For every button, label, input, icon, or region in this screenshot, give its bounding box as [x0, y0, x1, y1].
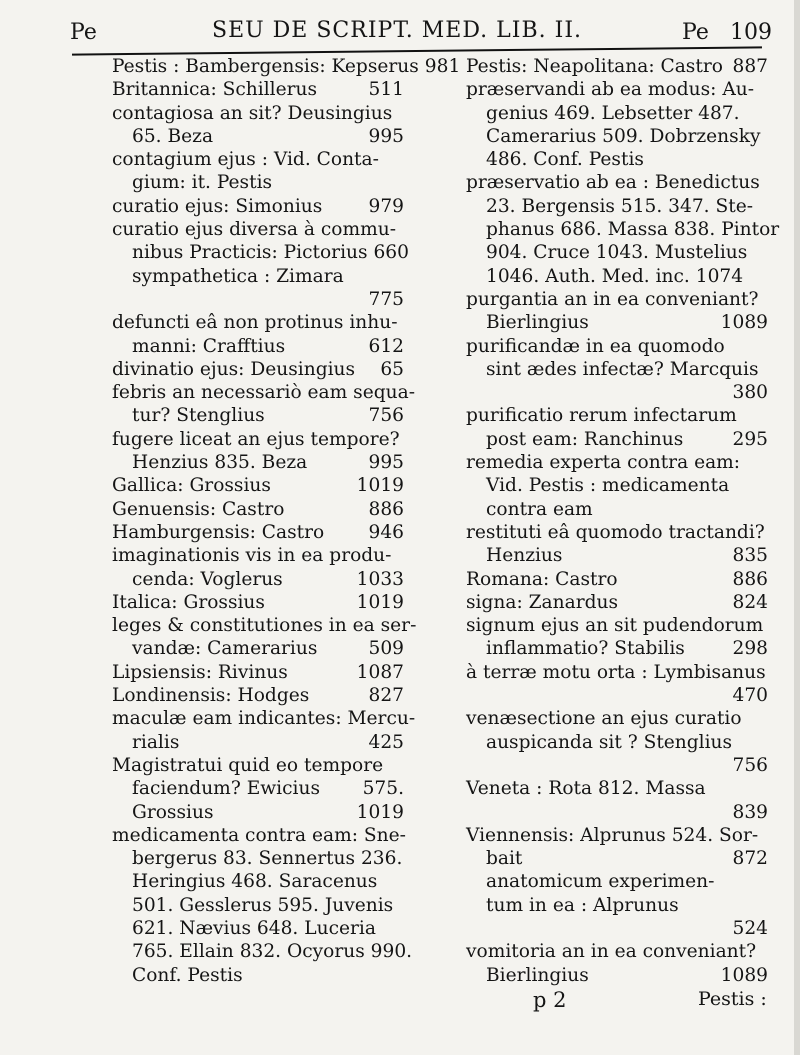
index-entry [466, 311, 768, 334]
index-entry [112, 358, 404, 381]
index-entry [466, 218, 780, 241]
index-entry [112, 870, 404, 893]
entry-page-reference: 470 [732, 685, 768, 707]
entry-text: contra eam [486, 498, 593, 520]
entry-page-reference: 295 [732, 428, 768, 450]
index-entry [112, 591, 404, 614]
entry-text: gium: it. Pestis [132, 172, 273, 194]
index-entry [112, 824, 404, 847]
entry-page-reference: 886 [368, 498, 404, 520]
index-entry [466, 917, 768, 940]
entry-text: Viennensis: Alprunus 524. Sor- [466, 824, 759, 846]
index-entry [466, 894, 768, 917]
entry-page-reference: 1019 [356, 801, 404, 823]
entry-text: 621. Nævius 648. Luceria [132, 917, 376, 939]
entry-text: Gallica: Grossius [112, 475, 271, 497]
index-entry [466, 614, 768, 637]
index-entry [112, 707, 416, 730]
entry-text: 501. Gesslerus 595. Juvenis [132, 894, 394, 916]
page-edge [794, 0, 800, 1055]
entry-page-reference: 575. [362, 778, 404, 800]
index-entry [466, 684, 768, 707]
entry-text: febris an necessariò eam sequa- [112, 382, 415, 404]
entry-text: 23. Bergensis 515. 347. Ste- [486, 195, 753, 217]
entry-page-reference: 756 [368, 405, 404, 427]
entry-page-reference: 756 [732, 754, 768, 776]
entry-text: leges & constitutiones in ea ser- [112, 615, 417, 637]
index-entry [112, 102, 404, 125]
entry-text: vandæ: Camerarius [132, 638, 318, 660]
entry-text: 765. Ellain 832. Ocyorus 990. [132, 941, 413, 963]
entry-text: contagium ejus : Vid. Conta- [112, 149, 379, 171]
index-entry [112, 404, 404, 427]
index-entry [112, 731, 404, 754]
index-entry [112, 451, 404, 474]
index-entry [112, 964, 404, 987]
entry-text: vomitoria an in ea conveniant? [466, 941, 757, 963]
entry-text: fugere liceat an ejus tempore? [112, 428, 400, 450]
entry-text: imaginationis vis in ea produ- [112, 545, 392, 567]
entry-page-reference: 995 [368, 125, 404, 147]
entry-text: bait [486, 848, 523, 870]
entry-text: Hamburgensis: Castro [112, 521, 325, 543]
entry-text: curatio ejus diversa à commu- [112, 219, 396, 241]
entry-text: tum in ea : Alprunus [486, 894, 679, 916]
entry-text: post eam: Ranchinus [486, 428, 684, 450]
entry-page-reference: 511 [368, 79, 404, 101]
entry-text: venæsectione an ejus curatio [466, 708, 742, 730]
index-entry [466, 404, 768, 427]
entry-text: Romana: Castro [466, 568, 618, 590]
entry-text: curatio ejus: Simonius [112, 195, 323, 217]
entry-text: auspicanda sit ? Stenglius [486, 731, 733, 753]
entry-page-reference: 298 [732, 638, 768, 660]
entry-text: faciendum? Ewicius [132, 778, 321, 800]
index-entry [466, 870, 768, 893]
entry-text: Bierlingius [486, 964, 589, 986]
entry-page-reference: 979 [368, 195, 404, 217]
index-entry [112, 474, 404, 497]
index-entry [466, 381, 768, 404]
entry-text: purificandæ in ea quomodo [466, 335, 725, 357]
entry-page-reference: 1089 [720, 964, 768, 986]
entry-text: divinatio ejus: Deusingius [112, 358, 356, 380]
index-entry [466, 661, 768, 684]
entry-page-reference: 1019 [356, 591, 404, 613]
index-entry [466, 265, 768, 288]
index-entry [112, 265, 404, 288]
index-entry [466, 335, 768, 358]
entry-page-reference: 824 [732, 591, 768, 613]
entry-text: Grossius [132, 801, 214, 823]
index-entry [112, 917, 404, 940]
index-entry [466, 754, 768, 777]
index-entry [466, 451, 768, 474]
index-entry [112, 195, 404, 218]
index-entry [466, 55, 768, 78]
entry-page-reference: 425 [368, 731, 404, 753]
index-entry [112, 544, 404, 567]
entry-text: tur? Stenglius [132, 405, 265, 427]
entry-text: purgantia an in ea conveniant? [466, 288, 759, 310]
entry-page-reference: 946 [368, 521, 404, 543]
index-entry [112, 241, 409, 264]
index-entry [466, 521, 768, 544]
entry-text: Italica: Grossius [112, 591, 265, 613]
index-entry [112, 661, 404, 684]
index-entry [466, 125, 768, 148]
entry-text: Britannica: Schillerus [112, 79, 318, 101]
index-entry [112, 847, 404, 870]
entry-page-reference: 1019 [356, 475, 404, 497]
entry-page-reference: 886 [732, 568, 768, 590]
entry-text: Vid. Pestis : medicamenta [486, 475, 730, 497]
index-entry [466, 358, 768, 381]
entry-page-reference: 995 [368, 452, 404, 474]
index-entry [466, 847, 768, 870]
page-number: 109 [730, 20, 772, 45]
entry-page-reference: 65 [380, 358, 404, 380]
index-entry [466, 707, 768, 730]
entry-text: Henzius [486, 545, 563, 567]
right-index-column [466, 55, 780, 987]
entry-page-reference: 612 [368, 335, 404, 357]
entry-text: Bierlingius [486, 312, 589, 334]
index-entry [112, 614, 417, 637]
entry-text: purificatio rerum infectarum [466, 405, 737, 427]
entry-page-reference: 981 [424, 56, 461, 77]
index-entry [112, 288, 404, 311]
index-entry [112, 335, 404, 358]
entry-text: Conf. Pestis [132, 964, 243, 986]
entry-text: Magistratui quid eo tempore [112, 754, 384, 776]
index-entry [112, 940, 413, 963]
entry-text: inflammatio? Stabilis [486, 638, 685, 660]
index-entry [112, 801, 404, 824]
entry-text: rialis [132, 731, 180, 753]
entry-page-reference: 1089 [720, 312, 768, 334]
entry-text: 65. Beza [132, 125, 214, 147]
index-entry [466, 428, 768, 451]
signature-mark: p 2 [533, 988, 567, 1012]
index-entry [112, 311, 404, 334]
index-entry [466, 241, 768, 264]
entry-page-reference: 827 [368, 685, 404, 707]
entry-text: signa: Zanardus [466, 591, 619, 613]
entry-text: Pestis : Bambergensis: Kepserus [112, 56, 419, 77]
entry-text: medicamenta contra eam: Sne- [112, 824, 406, 846]
entry-text: remedia experta contra eam: [466, 452, 741, 474]
entry-text: bergerus 83. Sennertus 236. [132, 848, 403, 870]
index-entry [112, 125, 404, 148]
entry-page-reference: 380 [732, 382, 768, 404]
entry-page-reference: 835 [732, 545, 768, 567]
entry-text: 904. Cruce 1043. Mustelius [486, 242, 748, 264]
index-entry [112, 428, 404, 451]
index-entry [466, 801, 768, 824]
index-entry [112, 777, 404, 800]
entry-text: Heringius 468. Saracenus [132, 871, 378, 893]
entry-text: sint ædes infectæ? Marcquis [486, 358, 759, 380]
index-entry [466, 474, 768, 497]
entry-text: manni: Crafftius [132, 335, 286, 357]
entry-text: cenda: Voglerus [132, 568, 283, 590]
entry-text: Camerarius 509. Dobrzensky [486, 125, 761, 147]
entry-text: à terræ motu orta : Lymbisanus [466, 661, 766, 683]
index-entry [466, 731, 768, 754]
entry-text: restituti eâ quomodo tractandi? [466, 521, 765, 543]
entry-page-reference: 524 [732, 917, 768, 939]
index-entry [466, 288, 768, 311]
entry-page-reference: 872 [732, 848, 768, 870]
header-title: SEU DE SCRIPT. MED. LIB. II. [212, 18, 582, 43]
index-entry [112, 55, 461, 78]
index-entry [466, 148, 768, 171]
index-entry [112, 754, 404, 777]
index-entry [466, 591, 768, 614]
index-entry [466, 568, 768, 591]
header-right-guide-word: Pe [682, 20, 709, 45]
entry-text: contagiosa an sit? Deusingius [112, 102, 393, 124]
index-entry [466, 940, 768, 963]
entry-page-reference: 1033 [356, 568, 404, 590]
index-entry [112, 498, 404, 521]
entry-text: 486. Conf. Pestis [486, 149, 644, 171]
header-left-guide-word: Pe [70, 20, 97, 45]
index-entry [112, 218, 404, 241]
entry-text: defuncti eâ non protinus inhu- [112, 312, 398, 334]
entry-text: Pestis: Neapolitana: Castro [466, 56, 723, 77]
index-entry [112, 568, 404, 591]
index-entry [466, 777, 768, 800]
index-entry [112, 171, 404, 194]
index-entry [466, 544, 768, 567]
entry-page-reference: 1087 [356, 661, 404, 683]
entry-text: 1046. Auth. Med. inc. 1074 [486, 265, 744, 287]
entry-text: signum ejus an sit pudendorum [466, 615, 764, 637]
index-entry [466, 171, 768, 194]
entry-text: Veneta : Rota 812. Massa [466, 778, 706, 800]
index-entry [112, 521, 404, 544]
index-entry [466, 824, 768, 847]
index-entry [466, 195, 768, 218]
entry-text: nibus Practicis: Pictorius 660 [132, 242, 409, 264]
index-entry [466, 637, 768, 660]
index-entry [466, 102, 768, 125]
index-entry [466, 964, 768, 987]
entry-text: genius 469. Lebsetter 487. [486, 102, 740, 124]
entry-text: præservatio ab ea : Benedictus [466, 172, 760, 194]
entry-text: Genuensis: Castro [112, 498, 285, 520]
entry-page-reference: 509 [368, 638, 404, 660]
catchword: Pestis : [698, 988, 767, 1010]
entry-text: Londinensis: Hodges [112, 685, 310, 707]
running-header [70, 16, 770, 50]
entry-page-reference: 887 [732, 56, 768, 77]
index-entry [466, 498, 768, 521]
entry-text: Lipsiensis: Rivinus [112, 661, 288, 683]
entry-text: anatomicum experimen- [486, 871, 715, 893]
index-entry [112, 78, 404, 101]
index-entry [112, 148, 404, 171]
entry-text: maculæ eam indicantes: Mercu- [112, 708, 416, 730]
index-entry [112, 684, 404, 707]
index-entry [466, 78, 768, 101]
index-entry [112, 381, 415, 404]
left-index-column [112, 55, 461, 987]
index-entry [112, 894, 404, 917]
entry-text: præservandi ab ea modus: Au- [466, 79, 755, 101]
entry-page-reference: 839 [732, 801, 768, 823]
entry-text: phanus 686. Massa 838. Pintor [486, 219, 780, 241]
entry-text: sympathetica : Zimara [132, 265, 344, 287]
entry-text: Henzius 835. Beza [132, 452, 308, 474]
entry-page-reference: 775 [368, 288, 404, 310]
index-entry [112, 637, 404, 660]
